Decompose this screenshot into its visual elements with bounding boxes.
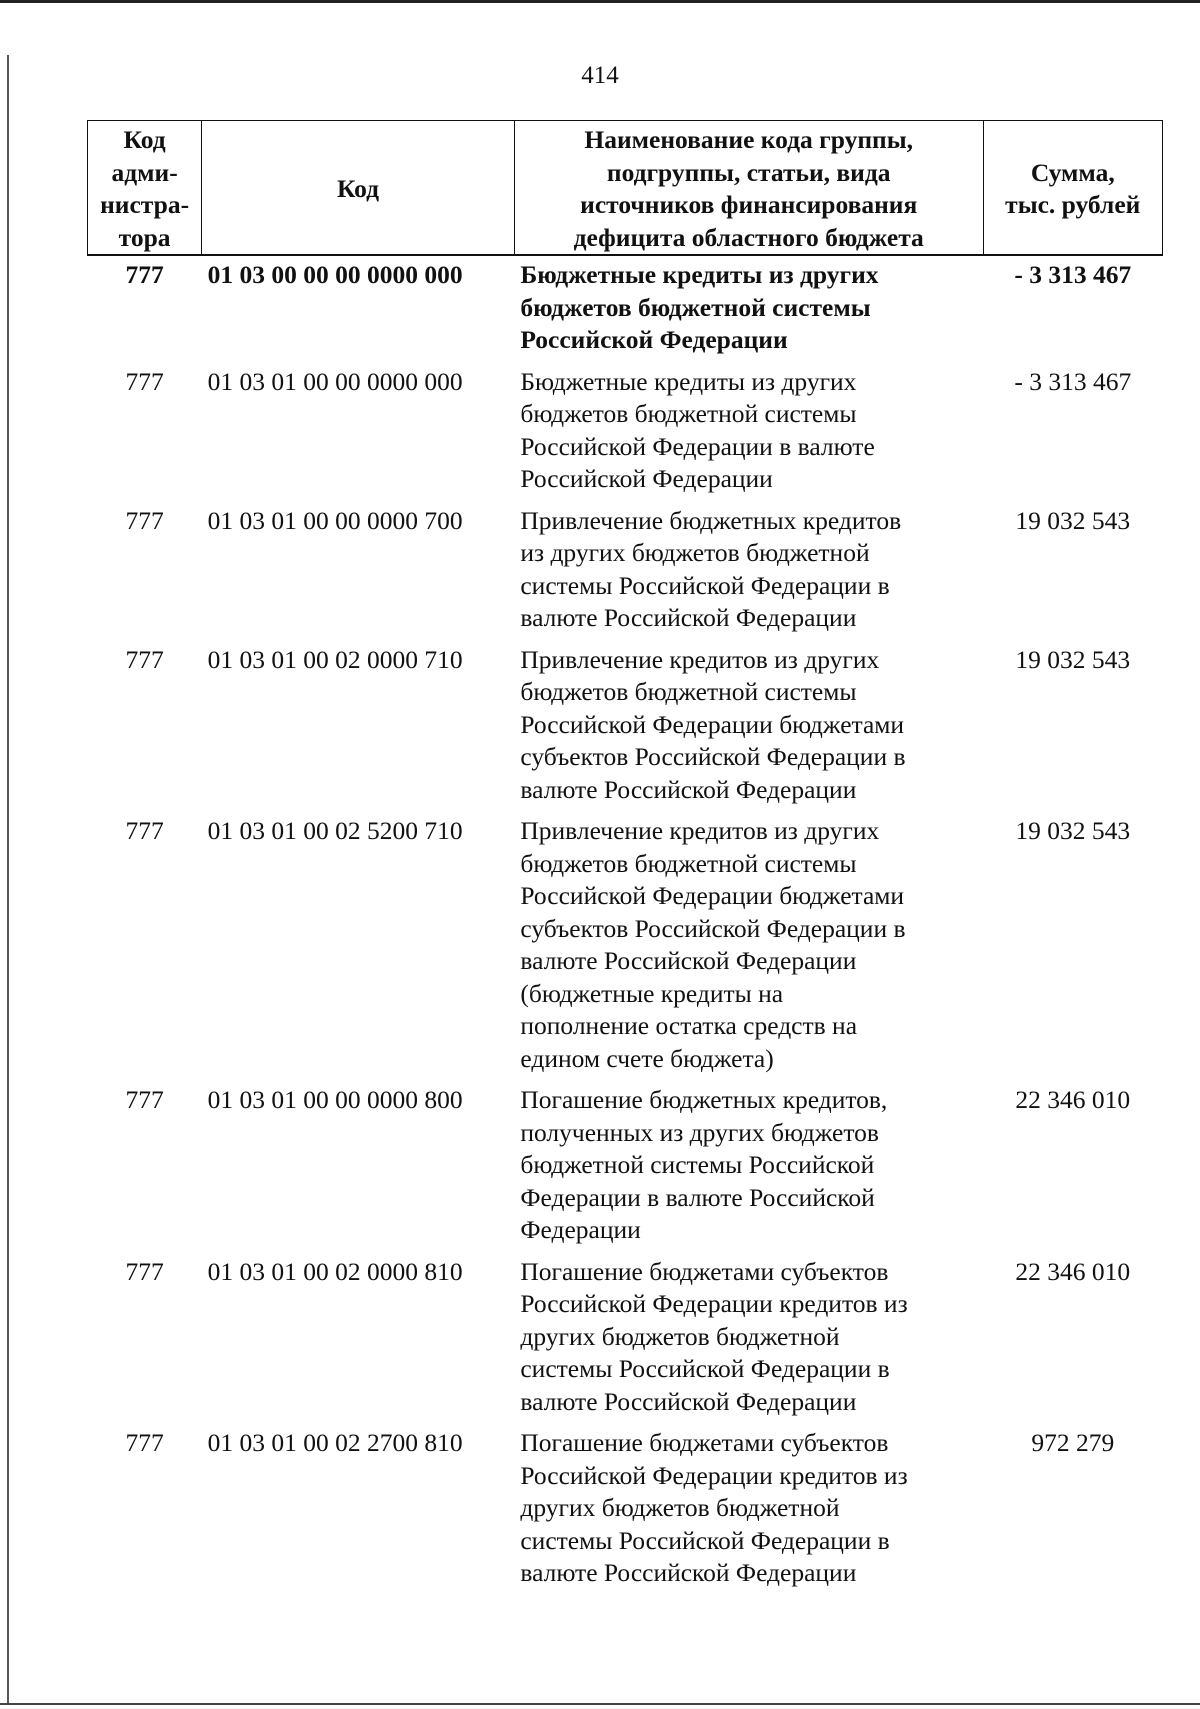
admin-code-cell: 777 — [125, 816, 164, 845]
source-name-line: системы Российской Федерации в — [520, 570, 890, 600]
source-name-line: Бюджетные кредиты из других — [520, 366, 857, 396]
source-name-line: Российской Федерации бюджетами — [520, 709, 905, 739]
amount-cell: 19 032 543 — [1015, 816, 1131, 845]
source-name-line: Погашение бюджетами субъектов — [520, 1256, 889, 1286]
source-name-cell — [514, 1424, 983, 1596]
source-name-line: бюджетов бюджетной системы — [520, 677, 857, 706]
amount-cell: 19 032 543 — [1015, 505, 1131, 535]
source-name-line: валюте Российской Федерации — [520, 603, 857, 632]
amount-cell: - 3 313 467 — [1014, 260, 1132, 289]
source-name-line: полученных из других бюджетов — [520, 1117, 879, 1147]
source-name-cell — [514, 1253, 983, 1425]
source-name-line: пополнение остатка средств на — [520, 1011, 858, 1040]
source-name-line: (бюджетные кредиты на — [520, 978, 784, 1008]
source-name-line: Федерации в валюте Российской — [520, 1182, 875, 1212]
source-name-cell — [514, 255, 983, 363]
header-admin-line: нистра- — [100, 190, 190, 219]
table-row — [88, 255, 1163, 363]
source-name-line: валюте Российской Федерации — [520, 1386, 857, 1416]
table-header — [88, 121, 1163, 256]
source-name-cell — [514, 1081, 983, 1253]
header-name-line: Наименование кода группы, — [584, 125, 914, 154]
source-name-line: Бюджетные кредиты из других — [520, 260, 879, 289]
header-sum-line: Сумма, — [1030, 157, 1115, 187]
table-row — [88, 1081, 1163, 1253]
source-name-line: Российской Федерации в валюте — [520, 431, 875, 461]
budget-code-cell: 01 03 00 00 00 0000 000 — [207, 260, 463, 289]
source-name-line: валюте Российской Федерации — [520, 774, 857, 804]
admin-code-cell: 777 — [125, 1428, 164, 1457]
source-name-cell — [514, 641, 983, 813]
amount-cell: 22 346 010 — [1015, 1085, 1131, 1114]
budget-code-cell: 01 03 01 00 02 2700 810 — [207, 1428, 463, 1457]
budget-sources-table — [87, 120, 1163, 1596]
header-admin-line: тора — [118, 222, 171, 252]
scan-edge-top — [0, 0, 1200, 3]
source-name-line: Погашение бюджетных кредитов, — [520, 1085, 888, 1114]
source-name-line: Федерации — [520, 1215, 641, 1244]
header-admin-line: адми- — [111, 157, 178, 187]
admin-code-cell: 777 — [125, 505, 164, 535]
amount-cell: 972 279 — [1031, 1428, 1115, 1457]
source-name-line: Привлечение бюджетных кредитов — [520, 505, 902, 535]
header-name-line: источников финансирования — [580, 190, 918, 219]
header-row — [88, 121, 1163, 256]
source-name-line: Российской Федерации — [520, 464, 773, 493]
budget-code-cell: 01 03 01 00 02 0000 710 — [207, 644, 463, 674]
source-name-line: других бюджетов бюджетной — [520, 1321, 840, 1351]
amount-cell: 22 346 010 — [1015, 1256, 1131, 1286]
source-name-line: субъектов Российской Федерации в — [520, 742, 906, 771]
source-name-line: Российской Федерации кредитов из — [520, 1289, 908, 1318]
admin-code-cell: 777 — [125, 366, 164, 396]
source-name-cell — [514, 363, 983, 502]
source-name-cell — [514, 812, 983, 1081]
source-name-line: Привлечение кредитов из других — [520, 816, 880, 845]
header-name-line: подгруппы, статьи, вида — [606, 157, 891, 187]
header-code: Код — [202, 121, 515, 256]
source-name-line: Привлечение кредитов из других — [520, 644, 880, 674]
source-name-line: других бюджетов бюджетной — [520, 1493, 840, 1522]
source-name-line: валюте Российской Федерации — [520, 946, 857, 975]
source-name-line: бюджетов бюджетной системы — [520, 399, 857, 428]
header-name-line: дефицита областного бюджета — [573, 222, 924, 252]
source-name-line: субъектов Российской Федерации в — [520, 913, 906, 943]
source-name-line: системы Российской Федерации в — [520, 1354, 890, 1383]
scan-edge-left — [7, 55, 9, 1705]
source-name-line: бюджетов бюджетной системы — [520, 848, 857, 878]
budget-code-cell: 01 03 01 00 00 0000 800 — [207, 1085, 463, 1114]
source-name-line: Погашение бюджетами субъектов — [520, 1428, 889, 1457]
source-name-line: системы Российской Федерации в — [520, 1525, 890, 1555]
page-number: 414 — [581, 62, 619, 89]
table-row — [88, 502, 1163, 641]
amount-cell: 19 032 543 — [1015, 644, 1131, 674]
admin-code-cell: 777 — [125, 1256, 164, 1286]
table-row — [88, 1253, 1163, 1425]
header-sum-line: тыс. рублей — [1005, 190, 1141, 219]
header-admin-code — [88, 121, 202, 256]
budget-code-cell: 01 03 01 00 00 0000 700 — [207, 505, 463, 535]
source-name-line: Российской Федерации бюджетами — [520, 881, 905, 910]
admin-code-cell: 777 — [125, 260, 164, 289]
header-name — [514, 121, 983, 256]
source-name-line: Российской Федерации кредитов из — [520, 1460, 908, 1490]
admin-code-cell: 777 — [125, 644, 164, 674]
table-body — [88, 255, 1163, 1596]
table-row — [88, 812, 1163, 1081]
admin-code-cell: 777 — [125, 1085, 164, 1114]
source-name-line: бюджетов бюджетной системы — [520, 292, 871, 322]
source-name-line: Российской Федерации — [520, 325, 788, 354]
source-name-line: валюте Российской Федерации — [520, 1558, 857, 1587]
source-name-line: едином счете бюджета) — [520, 1043, 774, 1073]
scan-edge-bottom — [0, 1703, 1200, 1705]
budget-code-cell: 01 03 01 00 00 0000 000 — [207, 366, 463, 396]
budget-code-cell: 01 03 01 00 02 5200 710 — [207, 816, 463, 845]
source-name-cell — [514, 502, 983, 641]
header-admin-line: Код — [123, 125, 166, 154]
header-sum — [983, 121, 1162, 256]
table-row — [88, 363, 1163, 502]
table-row — [88, 1424, 1163, 1596]
source-name-line: из других бюджетов бюджетной — [520, 538, 870, 567]
amount-cell: - 3 313 467 — [1014, 366, 1132, 396]
source-name-line: бюджетной системы Российской — [520, 1150, 875, 1179]
table-row — [88, 641, 1163, 813]
budget-code-cell: 01 03 01 00 02 0000 810 — [207, 1256, 463, 1286]
